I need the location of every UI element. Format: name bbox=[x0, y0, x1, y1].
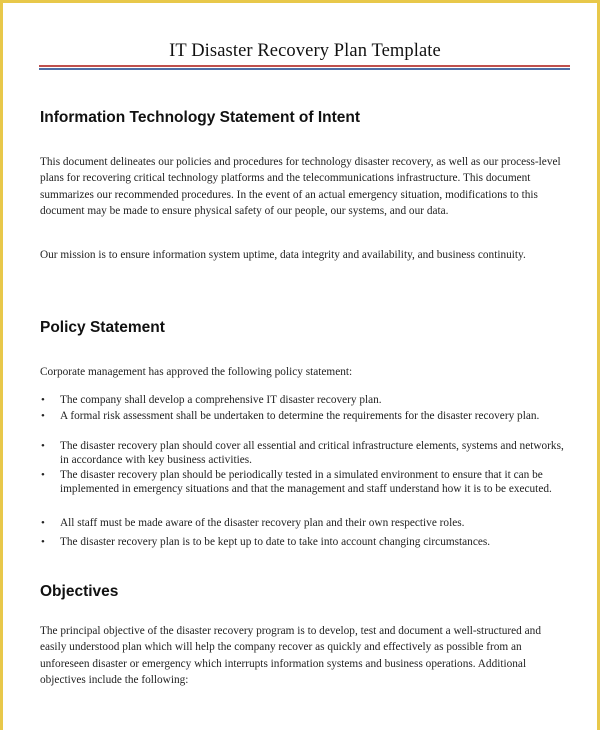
list-item: • The disaster recovery plan should cover all essential and critical infrastructure elements, systems and networks, in accordance with key business activities. bbox=[41, 440, 564, 466]
bullet-dot-icon: • bbox=[41, 469, 45, 481]
list-item: • All staff must be made aware of the disaster recovery plan and their own respective roles. bbox=[41, 517, 465, 529]
bullet-dot-icon: • bbox=[41, 440, 45, 452]
policy-intro: Corporate management has approved the following policy statement: bbox=[40, 366, 353, 378]
heading-policy-statement: Policy Statement bbox=[40, 319, 165, 336]
intent-paragraph-2: Our mission is to ensure information system uptime, data integrity and availability, and business continuity. bbox=[40, 249, 526, 261]
title-underline-blue bbox=[39, 68, 570, 70]
list-item: • The disaster recovery plan is to be kept up to date to take into account changing circumstances. bbox=[41, 536, 491, 548]
list-item: • A formal risk assessment shall be undertaken to determine the requirements for the disaster recovery plan. bbox=[41, 410, 540, 422]
list-item: • The company shall develop a comprehensive IT disaster recovery plan. bbox=[41, 394, 382, 406]
bullet-dot-icon: • bbox=[41, 536, 45, 548]
list-item: • The disaster recovery plan should be periodically tested in a simulated environment to ensure that it can be implemented in emergency situations and that the management and staff understand how it is to be executed. bbox=[41, 469, 552, 495]
heading-statement-of-intent: Information Technology Statement of Intent bbox=[40, 109, 361, 126]
objectives-paragraph-1: The principal objective of the disaster recovery program is to develop, test and document a well-structured and easily understood plan which will help the company recover as quickly and effectively as possible from an unforeseen disaster or emergency which interrupts information systems and business operations. Additional objectives include the following: bbox=[40, 625, 541, 686]
bullet-dot-icon: • bbox=[41, 410, 45, 422]
document-title: IT Disaster Recovery Plan Template bbox=[169, 41, 441, 61]
heading-objectives: Objectives bbox=[40, 583, 119, 600]
document-page bbox=[3, 3, 597, 730]
bullet-dot-icon: • bbox=[41, 517, 45, 529]
intent-paragraph-1: This document delineates our policies and procedures for technology disaster recovery, as well as our process-level plans for recovering critical technology platforms and the telecommunications infrastructure. This document summarizes our recommended procedures. In the event of an actual emergency situation, modifications to this document may be made to ensure physical safety of our people, our systems, and our data. bbox=[40, 156, 561, 217]
bullet-dot-icon: • bbox=[41, 394, 45, 406]
